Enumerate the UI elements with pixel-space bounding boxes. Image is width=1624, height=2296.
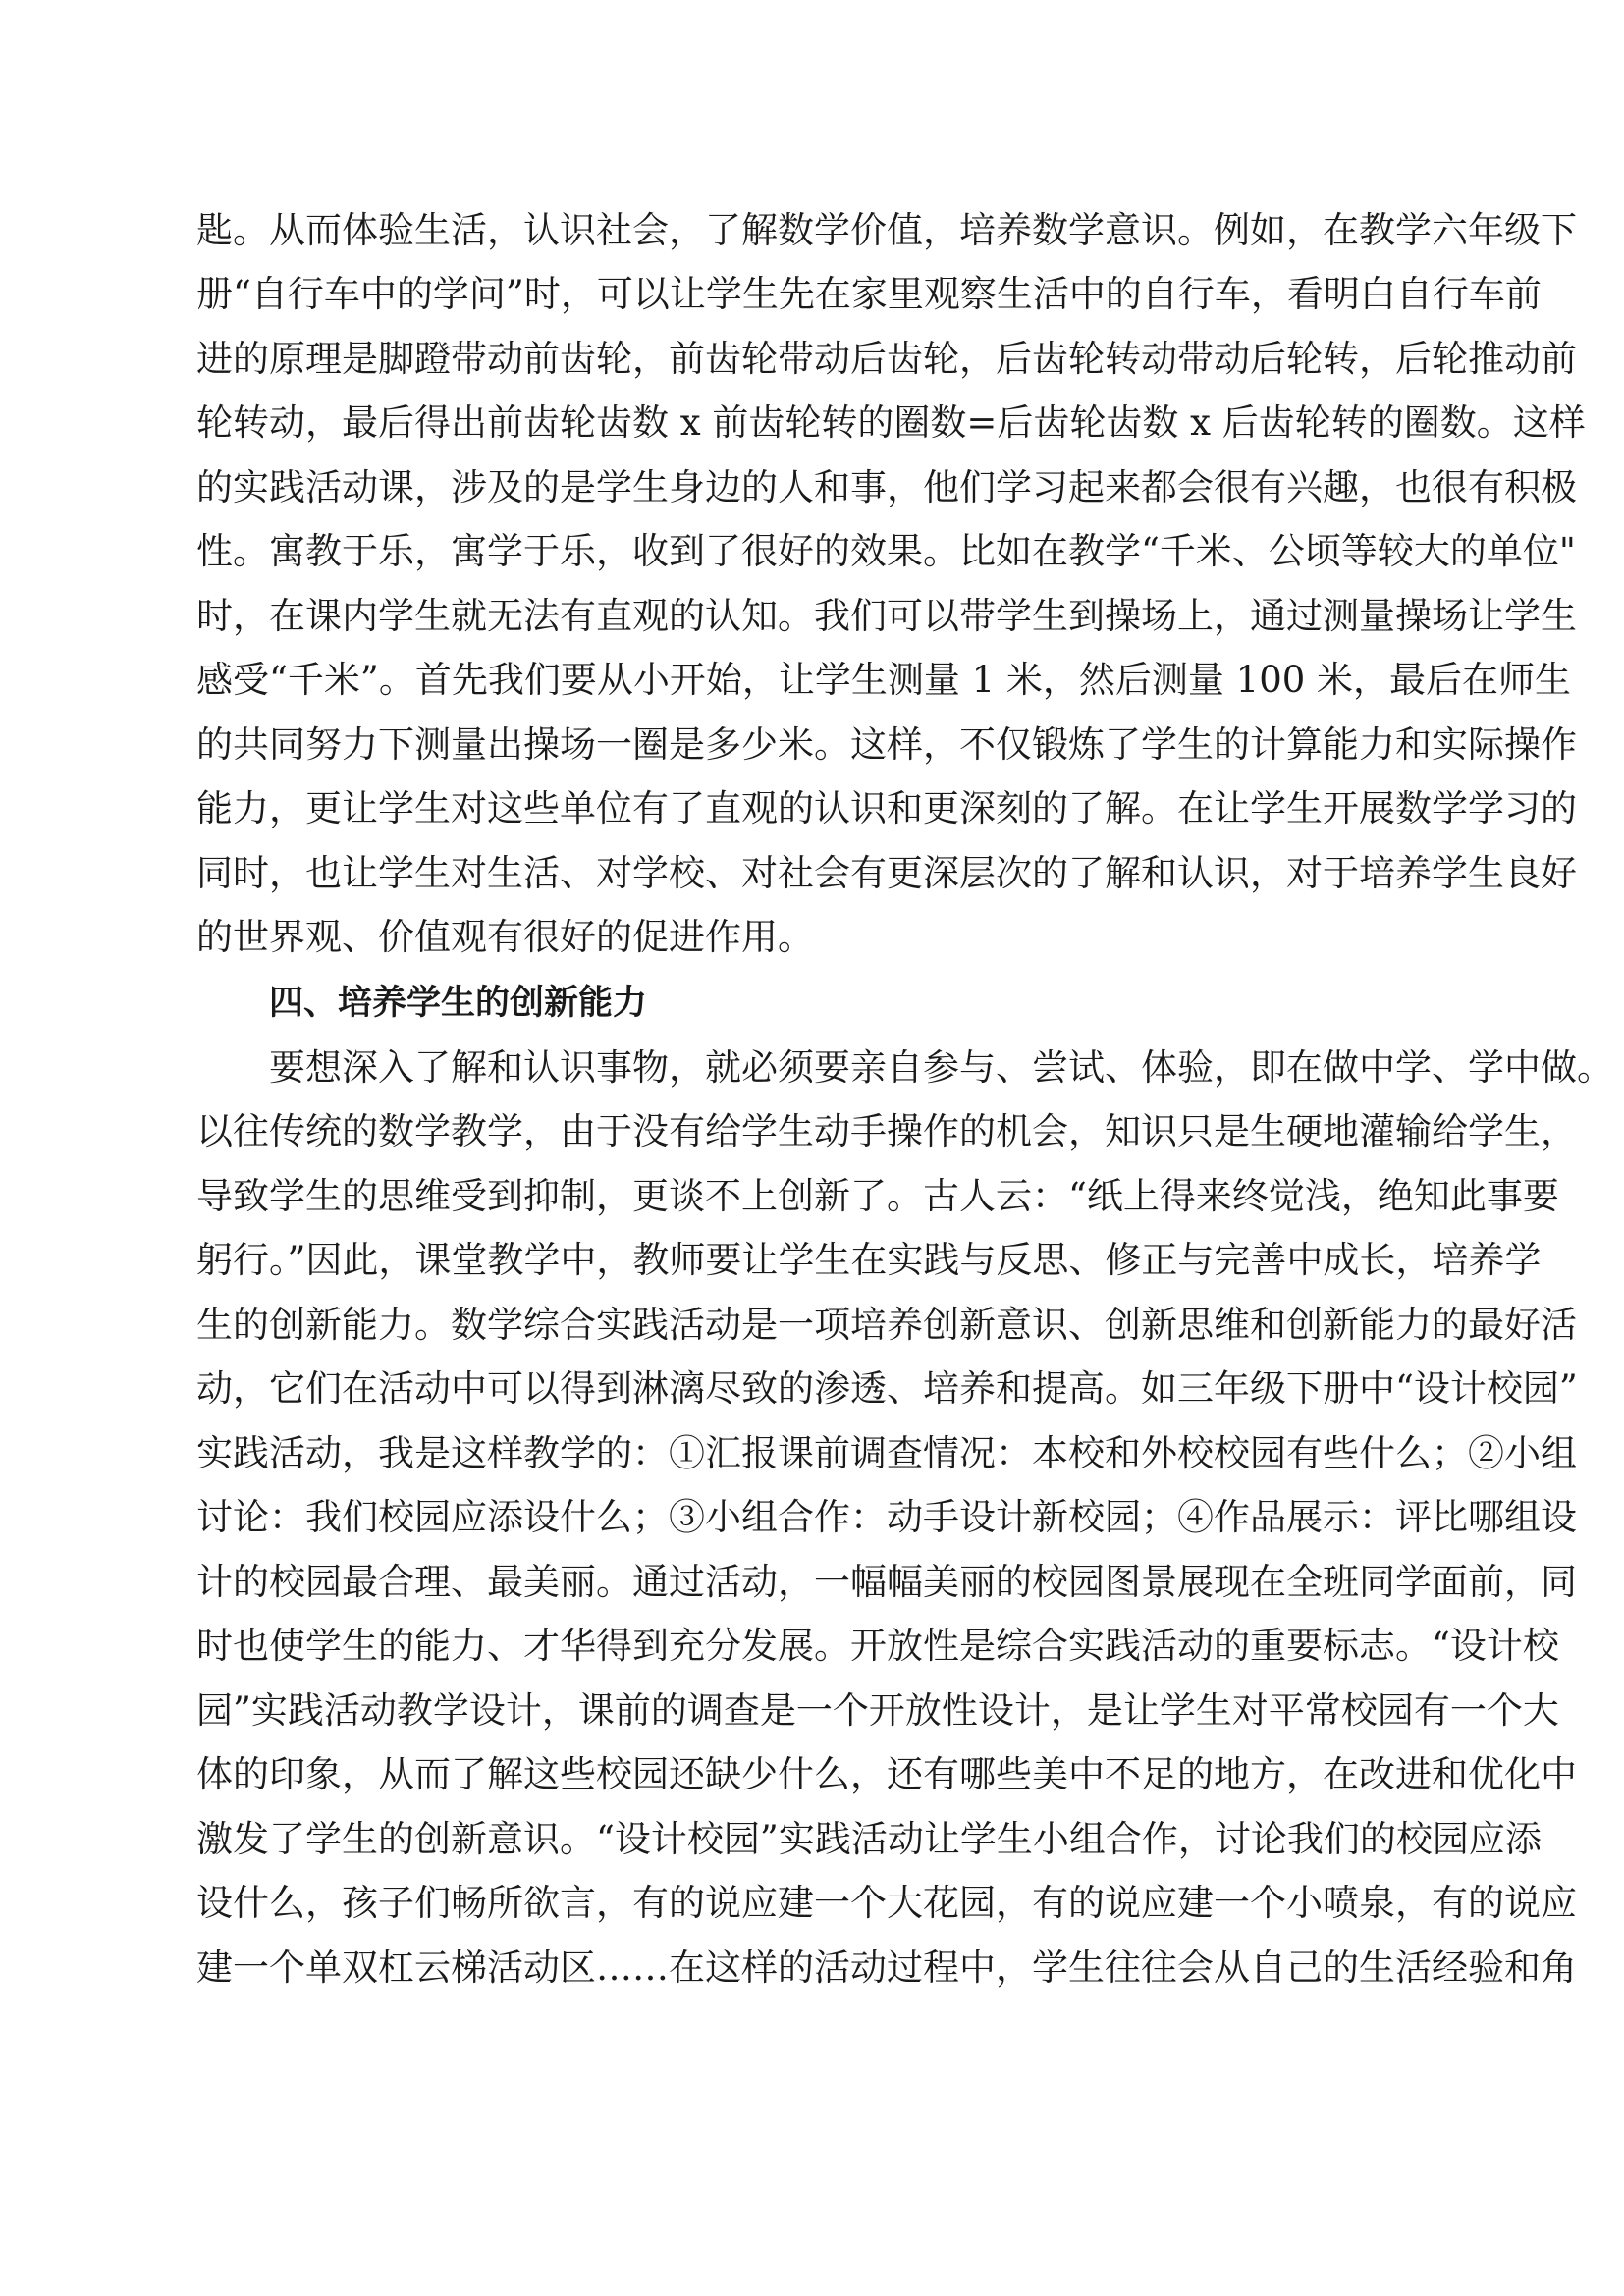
paragraph-line: 躬行。”因此，课堂教学中，教师要让学生在实践与反思、修正与完善中成长，培养学 — [196, 1239, 1542, 1281]
paragraph-line: 性。寓教于乐，寓学于乐，收到了很好的效果。比如在教学“千米、公顷等较大的单位" — [196, 530, 1576, 572]
paragraph-line: 以往传统的数学教学，由于没有给学生动手操作的机会，知识只是生硬地灌输给学生， — [196, 1110, 1577, 1152]
paragraph-line: 导致学生的思维受到抑制，更谈不上创新了。古人云：“纸上得来终觉浅，绝知此事要 — [196, 1175, 1559, 1217]
paragraph-line: 生的创新能力。数学综合实践活动是一项培养创新意识、创新思维和创新能力的最好活 — [196, 1304, 1577, 1346]
paragraph-line: 时，在课内学生就无法有直观的认知。我们可以带学生到操场上，通过测量操场让学生 — [196, 595, 1577, 637]
paragraph-line: 匙。从而体验生活，认识社会，了解数学价值，培养数学意识。例如，在教学六年级下 — [196, 209, 1577, 251]
paragraph-line: 体的印象，从而了解这些校园还缺少什么，还有哪些美中不足的地方，在改进和优化中 — [196, 1753, 1577, 1795]
paragraph-line: 园”实践活动教学设计，课前的调查是一个开放性设计，是让学生对平常校园有一个大 — [196, 1689, 1559, 1732]
paragraph-line: 要想深入了解和认识事物，就必须要亲自参与、尝试、体验，即在做中学、学中做。 — [269, 1046, 1613, 1089]
section-heading: 四、培养学生的创新能力 — [269, 984, 648, 1023]
paragraph-line: 的世界观、价值观有很好的促进作用。 — [196, 916, 814, 958]
paragraph-line: 的共同努力下测量出操场一圈是多少米。这样，不仅锻炼了学生的计算能力和实际操作 — [196, 723, 1577, 766]
paragraph-line: 实践活动，我是这样教学的：①汇报课前调查情况：本校和外校校园有些什么；②小组 — [196, 1432, 1577, 1474]
paragraph-line: 进的原理是脚蹬带动前齿轮，前齿轮带动后齿轮，后齿轮转动带动后轮转，后轮推动前 — [196, 338, 1577, 380]
paragraph-line: 同时，也让学生对生活、对学校、对社会有更深层次的了解和认识，对于培养学生良好 — [196, 852, 1577, 894]
paragraph-line: 激发了学生的创新意识。“设计校园”实践活动让学生小组合作，讨论我们的校园应添 — [196, 1818, 1542, 1860]
paragraph-line: 讨论：我们校园应添设什么；③小组合作：动手设计新校园；④作品展示：评比哪组设 — [196, 1496, 1577, 1538]
paragraph-line: 计的校园最合理、最美丽。通过活动，一幅幅美丽的校园图景展现在全班同学面前，同 — [196, 1561, 1577, 1603]
paragraph-line: 时也使学生的能力、才华得到充分发展。开放性是综合实践活动的重要标志。“设计校 — [196, 1625, 1559, 1667]
paragraph-line: 轮转动，最后得出前齿轮齿数 x 前齿轮转的圈数=后齿轮齿数 x 后齿轮转的圈数。这样 — [196, 401, 1586, 444]
paragraph-line: 能力，更让学生对这些单位有了直观的认识和更深刻的了解。在让学生开展数学学习的 — [196, 787, 1577, 829]
paragraph-line: 设什么，孩子们畅所欲言，有的说应建一个大花园，有的说应建一个小喷泉，有的说应 — [196, 1882, 1577, 1924]
paragraph-line: 动，它们在活动中可以得到淋漓尽致的渗透、培养和提高。如三年级下册中“设计校园” — [196, 1367, 1578, 1410]
paragraph-line: 册“自行车中的学问”时，可以让学生先在家里观察生活中的自行车，看明白自行车前 — [196, 273, 1542, 315]
paragraph-line: 感受“千米”。首先我们要从小开始，让学生测量 1 米，然后测量 100 米，最后在师生 — [196, 659, 1572, 701]
paragraph-line: 建一个单双杠云梯活动区……在这样的活动过程中，学生往往会从自己的生活经验和角 — [196, 1947, 1577, 1989]
paragraph-line: 的实践活动课，涉及的是学生身边的人和事，他们学习起来都会很有兴趣，也很有积极 — [196, 466, 1577, 508]
